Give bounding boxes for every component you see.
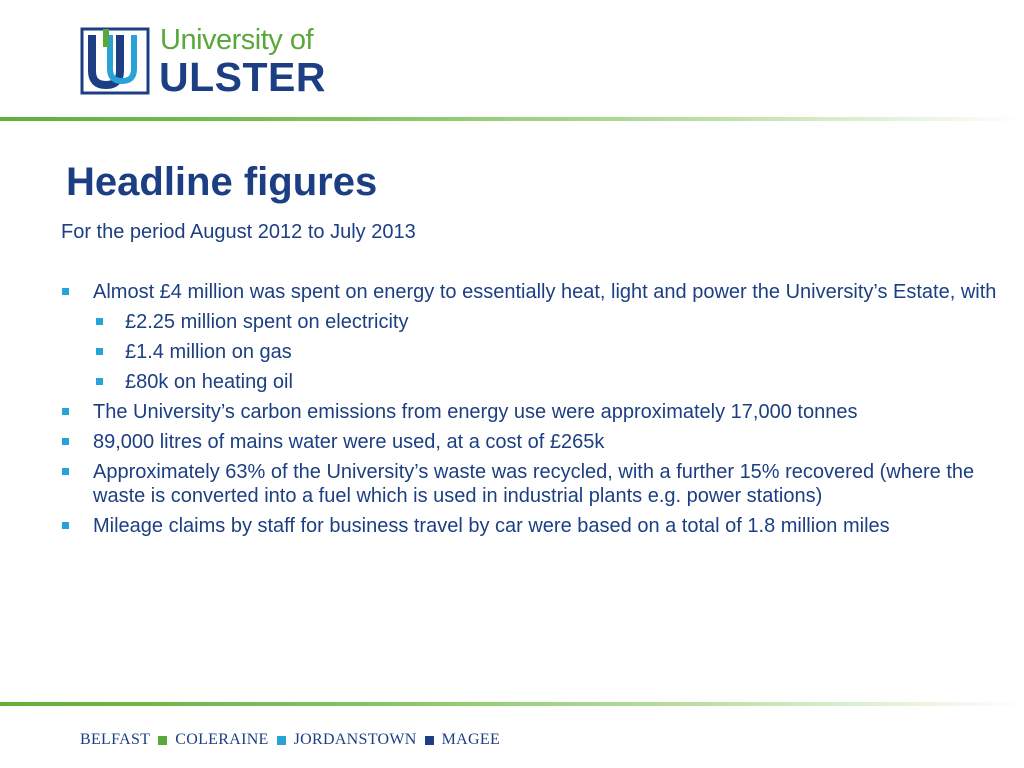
slide-subtitle: For the period August 2012 to July 2013	[61, 221, 416, 243]
logo-text-line1: University of	[160, 24, 314, 56]
square-separator-icon	[158, 736, 167, 745]
bullet-list	[0, 280, 1000, 544]
square-separator-icon	[277, 736, 286, 745]
sub-bullet-item: £2.25 million spent on electricity	[0, 310, 1000, 334]
slide-title: Headline figures	[66, 160, 378, 204]
sub-bullet-item: £1.4 million on gas	[0, 340, 1000, 364]
square-separator-icon	[425, 736, 434, 745]
uu-logo-icon	[80, 27, 150, 95]
sub-bullet-item: £80k on heating oil	[0, 370, 1000, 394]
logo-text-line2: ULSTER	[159, 54, 326, 100]
footer-divider	[0, 702, 1024, 706]
campus-footer	[80, 730, 500, 750]
bullet-item: Almost £4 million was spent on energy to essentially heat, light and power the University’s Estate, with	[0, 280, 1000, 304]
bullet-item: 89,000 litres of mains water were used, at a cost of £265k	[0, 430, 1000, 454]
bullet-item: The University’s carbon emissions from energy use were approximately 17,000 tonnes	[0, 400, 1000, 424]
university-logo	[80, 24, 326, 100]
campus-magee: MAGEE	[441, 731, 501, 748]
bullet-item: Mileage claims by staff for business travel by car were based on a total of 1.8 million miles	[0, 514, 1000, 538]
campus-coleraine: COLERAINE	[175, 731, 269, 748]
campus-belfast: BELFAST	[80, 731, 151, 748]
campus-jordanstown: JORDANSTOWN	[293, 731, 417, 748]
bullet-item: Approximately 63% of the University’s waste was recycled, with a further 15% recovered (where the waste is converted into a fuel which is used in industrial plants e.g. power stations)	[0, 460, 1000, 508]
header-divider	[0, 117, 1024, 121]
